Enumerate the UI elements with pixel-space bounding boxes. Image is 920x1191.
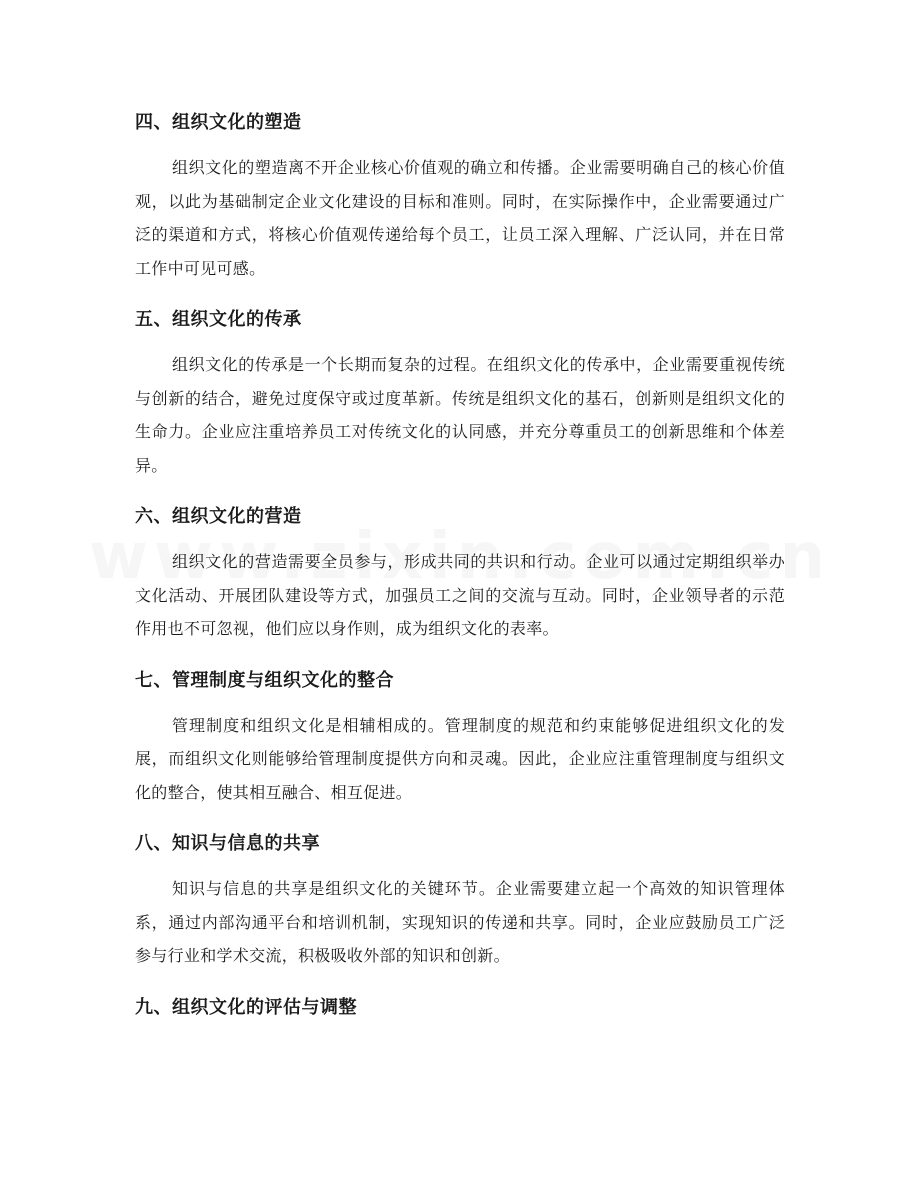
section-heading: 六、组织文化的营造 [135,506,302,527]
section-7 [135,661,785,810]
section-6 [135,497,785,646]
section-heading: 四、组织文化的塑造 [135,112,302,133]
section-paragraph: 组织文化的营造需要全员参与，形成共同的共识和行动。企业可以通过定期组织举办文化活动、开展团队建设等方式，加强员工之间的交流与互动。同时，企业领导者的示范作用也不可忽视，他们应以身作则，成为组织文化的表率。 [135,552,785,638]
section-heading: 九、组织文化的评估与调整 [135,996,357,1018]
section-9 [135,988,785,1028]
section-8 [135,824,785,973]
section-heading: 七、管理制度与组织文化的整合 [135,669,394,691]
section-paragraph: 组织文化的传承是一个长期而复杂的过程。在组织文化的传承中，企业需要重视传统与创新的结合，避免过度保守或过度革新。传统是组织文化的基石，创新则是组织文化的生命力。企业应注重培养员工对传统文化的认同感，并充分尊重员工的创新思维和个体差异。 [135,355,785,475]
section-paragraph: 组织文化的塑造离不开企业核心价值观的确立和传播。企业需要明确自己的核心价值观，以此为基础制定企业文化建设的目标和准则。同时，在实际操作中，企业需要通过广泛的渠道和方式，将核心价值观传递给每个员工，让员工深入理解、广泛认同，并在日常工作中可见可感。 [135,158,785,278]
document-body [135,103,785,1036]
section-heading: 八、知识与信息的共享 [135,833,320,854]
section-paragraph: 知识与信息的共享是组织文化的关键环节。企业需要建立起一个高效的知识管理体系，通过内部沟通平台和培训机制，实现知识的传递和共享。同时，企业应鼓励员工广泛参与行业和学术交流，积极吸收外部的知识和创新。 [135,879,785,965]
section-paragraph: 管理制度和组织文化是相辅相成的。管理制度的规范和约束能够促进组织文化的发展，而组织文化则能够给管理制度提供方向和灵魂。因此，企业应注重管理制度与组织文化的整合，使其相互融合、相互促进。 [135,715,785,802]
section-4 [135,103,785,285]
section-heading: 五、组织文化的传承 [135,309,302,330]
section-5 [135,300,785,482]
